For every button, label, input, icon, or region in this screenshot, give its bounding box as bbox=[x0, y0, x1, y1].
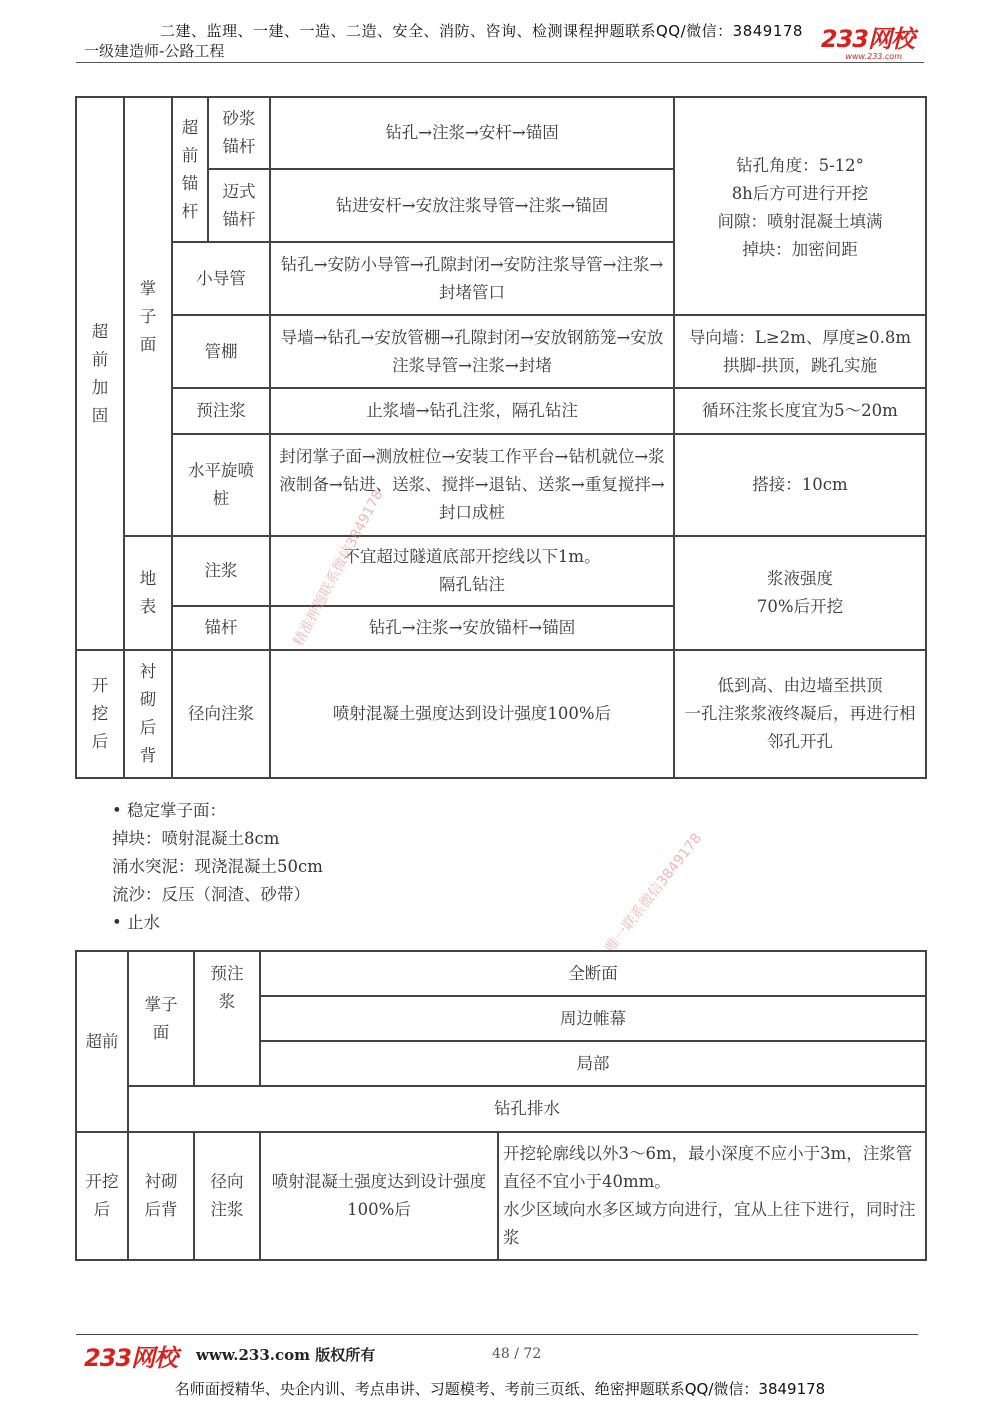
notes-block bbox=[112, 797, 323, 937]
jet-pile-label: 水平旋喷桩 bbox=[172, 434, 270, 536]
header-divider bbox=[76, 62, 924, 63]
t2-face bbox=[128, 951, 194, 1086]
ground-note-text: 浆液强度 70%后开挖 bbox=[756, 569, 844, 616]
group-advance-reinforcement bbox=[76, 97, 124, 650]
sub-lining-label: 衬砌后背 bbox=[139, 662, 157, 765]
t2-partial: 局部 bbox=[260, 1041, 926, 1086]
t2-after-label: 开挖后 bbox=[85, 1172, 119, 1219]
pre-grout-label: 预注浆 bbox=[172, 388, 270, 434]
t2-radial-label: 径向注浆 bbox=[210, 1172, 244, 1219]
t2-pre-grout bbox=[194, 951, 260, 1086]
note-line-1: 掉块：喷射混凝土8cm bbox=[112, 829, 280, 848]
t2-radial-cond: 喷射混凝土强度达到设计强度100%后 bbox=[260, 1132, 498, 1260]
sub-face bbox=[124, 97, 172, 536]
t2-advance: 超前 bbox=[76, 951, 128, 1132]
note-line-2: 涌水突泥：现浇混凝土50cm bbox=[112, 857, 323, 876]
footer-promo: 名师面授精华、央企内训、考点串讲、习题模考、考前三页纸、绝密押题联系QQ/微信：3849178 bbox=[174, 1380, 826, 1398]
t2-pre-grout-label: 预注浆 bbox=[210, 964, 244, 1011]
sub-ground-label: 地表 bbox=[139, 569, 157, 616]
logo-text: 233网校 bbox=[820, 25, 914, 53]
radial-note bbox=[674, 650, 926, 778]
sub-lining bbox=[124, 650, 172, 778]
header-subtitle: 一级建造师-公路工程 bbox=[84, 42, 225, 60]
ground-bolt-process: 钻孔→注浆→安放锚杆→锚固 bbox=[270, 606, 674, 650]
ground-grout-process-text: 不宜超过隧道底部开挖线以下1m。 隔孔钻注 bbox=[343, 547, 601, 594]
sub-ground bbox=[124, 536, 172, 650]
radial-label: 径向注浆 bbox=[172, 650, 270, 778]
t2-perimeter: 周边帷幕 bbox=[260, 996, 926, 1041]
footer-logo: 233网校 bbox=[84, 1344, 178, 1372]
bolt-notes-text: 钻孔角度：5-12° 8h后方可进行开挖 间隙：喷射混凝土填满 掉块：加密间距 bbox=[717, 156, 883, 259]
ground-note bbox=[674, 536, 926, 650]
pre-grout-process: 止浆墙→钻孔注浆，隔孔钻注 bbox=[270, 388, 674, 434]
sub-face-label: 掌子面 bbox=[139, 278, 157, 354]
advance-bolt-label: 超前锚杆 bbox=[181, 117, 199, 221]
t2-radial-note bbox=[498, 1132, 926, 1260]
t2-face-label: 掌子面 bbox=[144, 994, 178, 1042]
group-after-label: 开挖后 bbox=[91, 676, 109, 751]
note-line-3: 流沙：反压（洞渣、砂带） bbox=[112, 885, 310, 904]
group-advance-label: 超前加固 bbox=[91, 321, 109, 425]
footer-site: www.233.com 版权所有 bbox=[196, 1346, 376, 1364]
small-pipe-process: 钻孔→安防小导管→孔隙封闭→安防注浆导管→注浆→封堵管口 bbox=[270, 242, 674, 315]
small-pipe-label: 小导管 bbox=[172, 242, 270, 315]
t2-after bbox=[76, 1132, 128, 1260]
mortar-bolt-label: 砂浆锚杆 bbox=[208, 97, 270, 169]
jet-pile-note: 搭接：10cm bbox=[674, 434, 926, 536]
t2-lining-label: 衬砌后背 bbox=[144, 1172, 178, 1219]
logo-url: www.233.com bbox=[845, 52, 902, 61]
group-after-excavation bbox=[76, 650, 124, 778]
t2-radial-note-text: 开挖轮廓线以外3～6m，最小深度不应小于3m，注浆管直径不宜小于40mm。 水少区域向水多区域方向进行，宜从上往下进行，同时注浆 bbox=[503, 1144, 916, 1247]
advance-support-table bbox=[75, 96, 927, 779]
footer-divider bbox=[76, 1334, 918, 1335]
pre-grout-note: 循环注浆长度宜为5～20m bbox=[674, 388, 926, 434]
pipe-roof-label: 管棚 bbox=[172, 315, 270, 388]
header-logo bbox=[821, 26, 914, 61]
bolt-notes bbox=[674, 97, 926, 315]
self-drill-bolt-process: 钻进安杆→安放注浆导管→注浆→锚固 bbox=[270, 169, 674, 242]
watermark-2: 唯一联系微信3849178 bbox=[602, 830, 706, 956]
t2-drain: 钻孔排水 bbox=[128, 1086, 926, 1132]
note-bullet-stabilize: • 稳定掌子面： bbox=[112, 801, 226, 820]
t2-radial bbox=[194, 1132, 260, 1260]
header-promo: 二建、监理、一建、一造、二造、安全、消防、咨询、检测课程押题联系QQ/微信：3849178 bbox=[160, 22, 803, 40]
pipe-roof-process: 导墙→钻孔→安放管棚→孔隙封闭→安放钢筋笼→安放注浆导管→注浆→封堵 bbox=[270, 315, 674, 388]
pipe-roof-note-text: 导向墙：L≥2m、厚度≥0.8m 拱脚-拱顶，跳孔实施 bbox=[688, 327, 912, 375]
watermark-1: 精准押题联系微信3849178 bbox=[290, 487, 387, 649]
t2-lining bbox=[128, 1132, 194, 1260]
radial-note-text: 低到高、由边墙至拱顶 一孔注浆浆液终凝后，再进行相邻孔开孔 bbox=[684, 676, 916, 751]
pipe-roof-note bbox=[674, 315, 926, 388]
water-stop-table bbox=[75, 950, 927, 1261]
jet-pile-process: 封闭掌子面→测放桩位→安装工作平台→钻机就位→浆液制备→钻进、送浆、搅拌→退钻、送浆→重复搅拌→封口成桩 bbox=[270, 434, 674, 536]
advance-bolt bbox=[172, 97, 208, 242]
note-bullet-water: • 止水 bbox=[112, 913, 160, 932]
ground-bolt-label: 锚杆 bbox=[172, 606, 270, 650]
radial-process: 喷射混凝土强度达到设计强度100%后 bbox=[270, 650, 674, 778]
self-drill-bolt-label: 迈式锚杆 bbox=[208, 169, 270, 242]
ground-grout-label: 注浆 bbox=[172, 536, 270, 606]
mortar-bolt-process: 钻孔→注浆→安杆→锚固 bbox=[270, 97, 674, 169]
page-number: 48 / 72 bbox=[492, 1346, 542, 1362]
t2-full-section: 全断面 bbox=[260, 951, 926, 996]
